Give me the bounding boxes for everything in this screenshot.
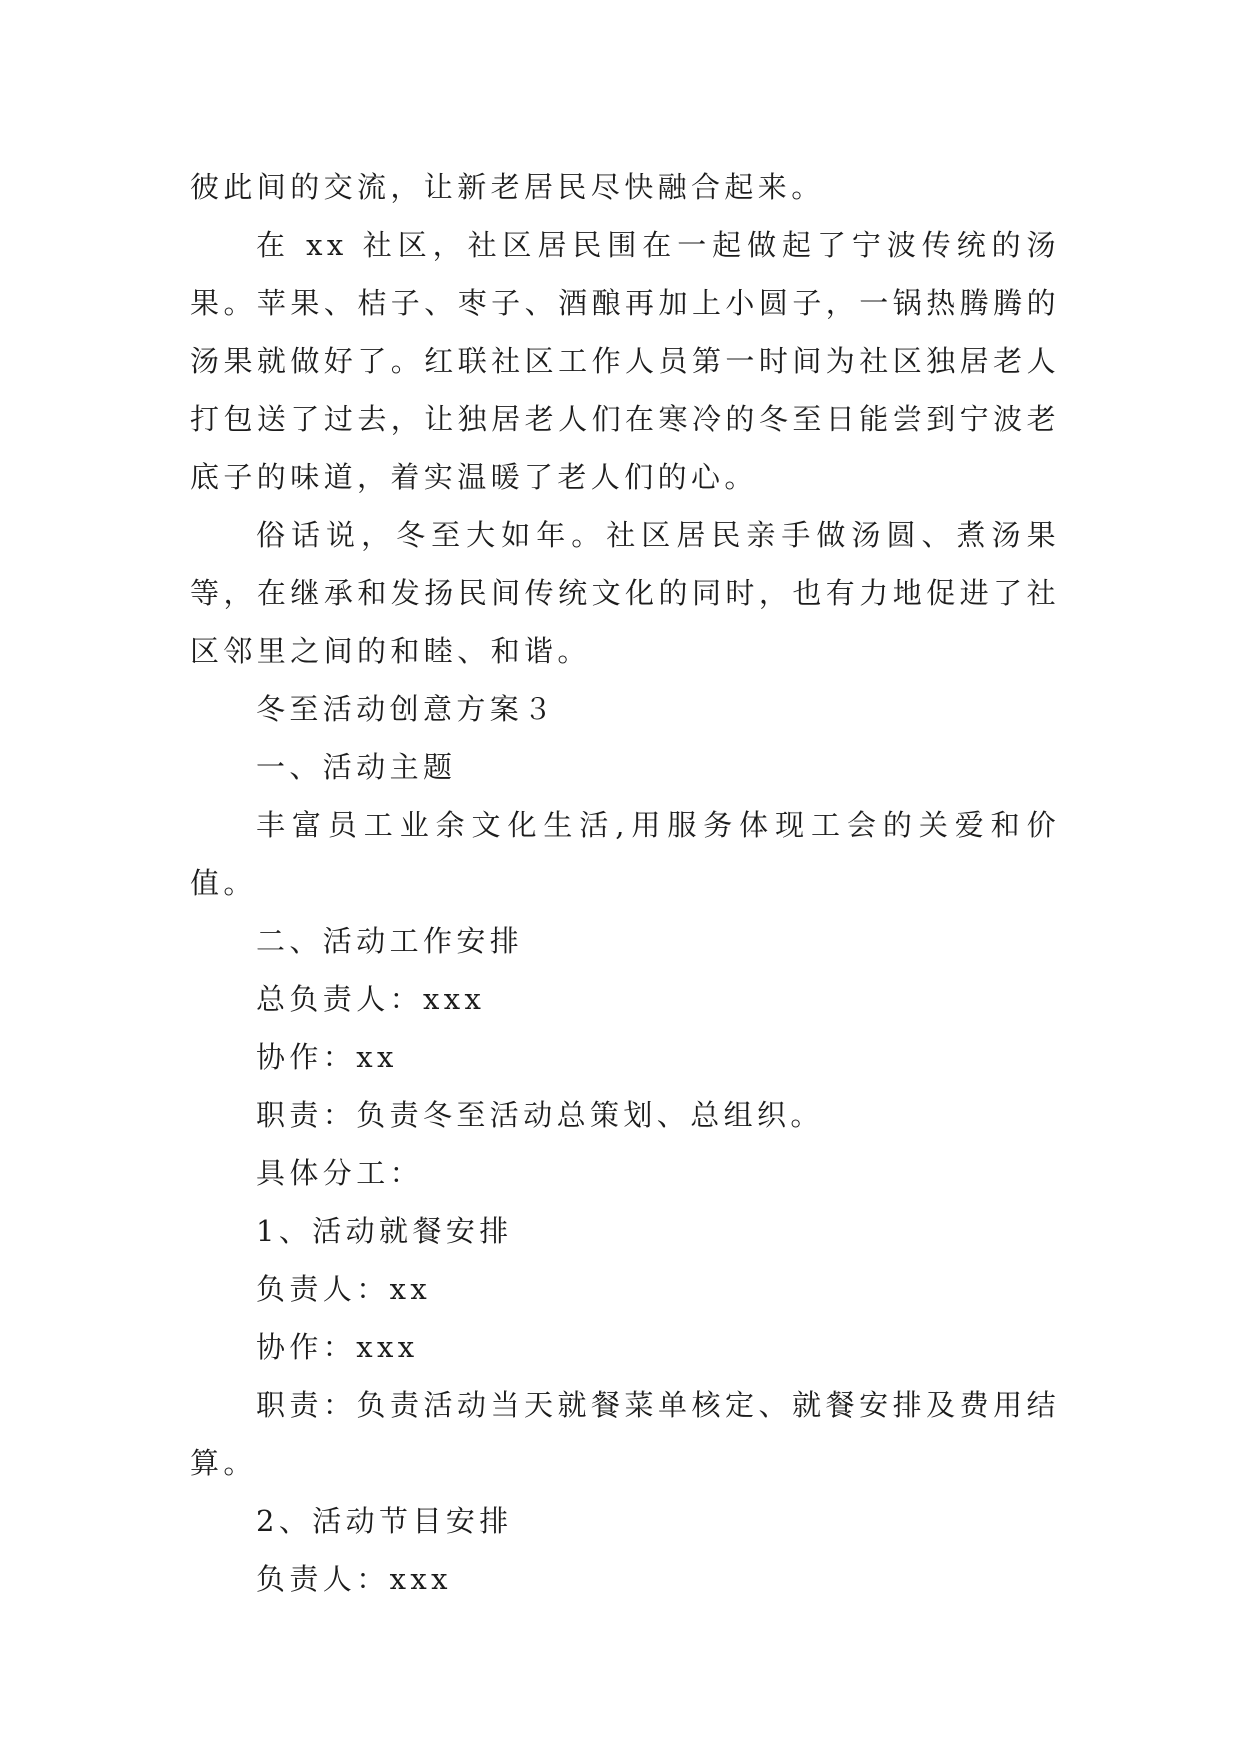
line-dining-cooperation: 协作：xxx [256, 1330, 419, 1364]
paragraph-proverb: 俗话说，冬至大如年。社区居民亲手做汤圆、煮汤果等，在继承和发扬民间传统文化的同时，也有力地促进了社区邻里之间的和睦、和谐。 [190, 518, 1060, 668]
paragraph-community-soup: 在 xx 社区，社区居民围在一起做起了宁波传统的汤果。苹果、桔子、枣子、酒酿再加上小圆子，一锅热腾腾的汤果就做好了。红联社区工作人员第一时间为社区独居老人打包送了过去，让独居老人们在寒冷的冬至日能尝到宁波老底子的味道，着实温暖了老人们的心。 [190, 228, 1060, 494]
heading-program-arrangement: 2、活动节目安排 [256, 1504, 513, 1538]
heading-activity-theme: 一、活动主题 [256, 750, 457, 784]
paragraph-intro-continuation: 彼此间的交流，让新老居民尽快融合起来。 [190, 170, 825, 204]
line-cooperation: 协作：xx [256, 1040, 398, 1074]
document-body [190, 158, 1060, 1608]
line-specific-division: 具体分工： [256, 1156, 424, 1190]
paragraph-theme-text: 丰富员工业余文化生活,用服务体现工会的关爱和价值。 [190, 808, 1060, 900]
line-chief-person: 总负责人：xxx [256, 982, 486, 1016]
line-dining-responsibility: 职责：负责活动当天就餐菜单核定、就餐安排及费用结算。 [190, 1388, 1060, 1480]
heading-dining-arrangement: 1、活动就餐安排 [256, 1214, 513, 1248]
heading-work-arrangement: 二、活动工作安排 [256, 924, 524, 958]
line-responsibility: 职责：负责冬至活动总策划、总组织。 [256, 1098, 824, 1132]
line-program-person: 负责人：xxx [256, 1562, 452, 1596]
line-dining-person: 负责人：xx [256, 1272, 432, 1306]
section-title-plan-3: 冬至活动创意方案３ [256, 692, 557, 726]
